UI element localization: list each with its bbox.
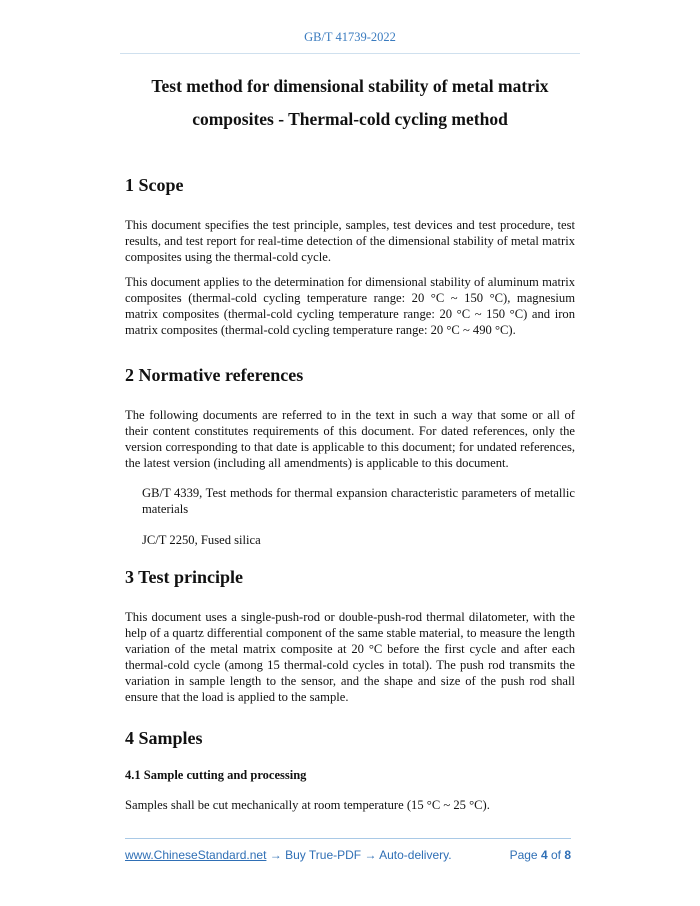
footer-tagline: → Buy True-PDF → Auto-delivery. — [266, 848, 452, 862]
subheading-sample-cutting: 4.1 Sample cutting and processing — [125, 768, 307, 782]
scope-paragraph-2: This document applies to the determination for dimensional stability of aluminum matrix composites (thermal-cold cycling temperature range: 20 °C ~ 150 °C), magnesium matrix composites (thermal-cold cycling temperature range: 20 °C ~ 150 °C) and iron matrix composites (thermal-cold cycling temperature range: 20 °C ~ 490 °C). — [125, 275, 575, 337]
heading-samples: 4 Samples — [125, 728, 203, 748]
of-label: of — [547, 848, 565, 862]
document-title-line-1: Test method for dimensional stability of metal matrix — [151, 76, 549, 96]
test-principle-paragraph: This document uses a single-push-rod or double-push-rod thermal dilatometer, with the help of a quartz differential component of the same stable material, to measure the length variation of the metal matrix composite at 20 °C before the first cycle and after each thermal-cold cycle (among 15 thermal-cold cycles in total). The push rod transmits the variation in sample length to the sensor, and the shape and size of the push rod shall ensure that the load is applied to the sample. — [125, 610, 575, 704]
heading-test-principle: 3 Test principle — [125, 567, 244, 587]
page-label: Page — [509, 848, 541, 862]
total-pages: 8 — [564, 848, 571, 862]
reference-jct-2250: JC/T 2250, Fused silica — [142, 533, 261, 547]
scope-paragraph-1: This document specifies the test principle, samples, test devices and test procedure, test results, and test report for real-time detection of the dimensional stability of metal matrix composites using the thermal-cold cycle. — [125, 218, 575, 264]
document-code-header: GB/T 41739-2022 — [304, 30, 396, 44]
footer — [125, 848, 571, 862]
header-divider — [120, 53, 580, 54]
page-indicator — [510, 848, 571, 862]
samples-paragraph: Samples shall be cut mechanically at room temperature (15 °C ~ 25 °C). — [125, 798, 490, 812]
normative-paragraph: The following documents are referred to in the text in such a way that some or all of their content constitutes requirements of this document. For dated references, only the version corresponding to that date is applicable to this document; for undated references, the latest version (including all amendments) is applicable to this document. — [125, 408, 575, 470]
current-page: 4 — [540, 848, 548, 862]
heading-normative-references: 2 Normative references — [125, 365, 304, 385]
chinesestandard-link[interactable]: www.ChineseStandard.net — [125, 848, 267, 862]
document-title-line-2: composites - Thermal-cold cycling method — [192, 109, 508, 129]
footer-divider — [125, 838, 571, 839]
heading-scope: 1 Scope — [125, 175, 184, 195]
reference-gbt-4339: GB/T 4339, Test methods for thermal expansion characteristic parameters of metallic materials — [142, 486, 575, 516]
